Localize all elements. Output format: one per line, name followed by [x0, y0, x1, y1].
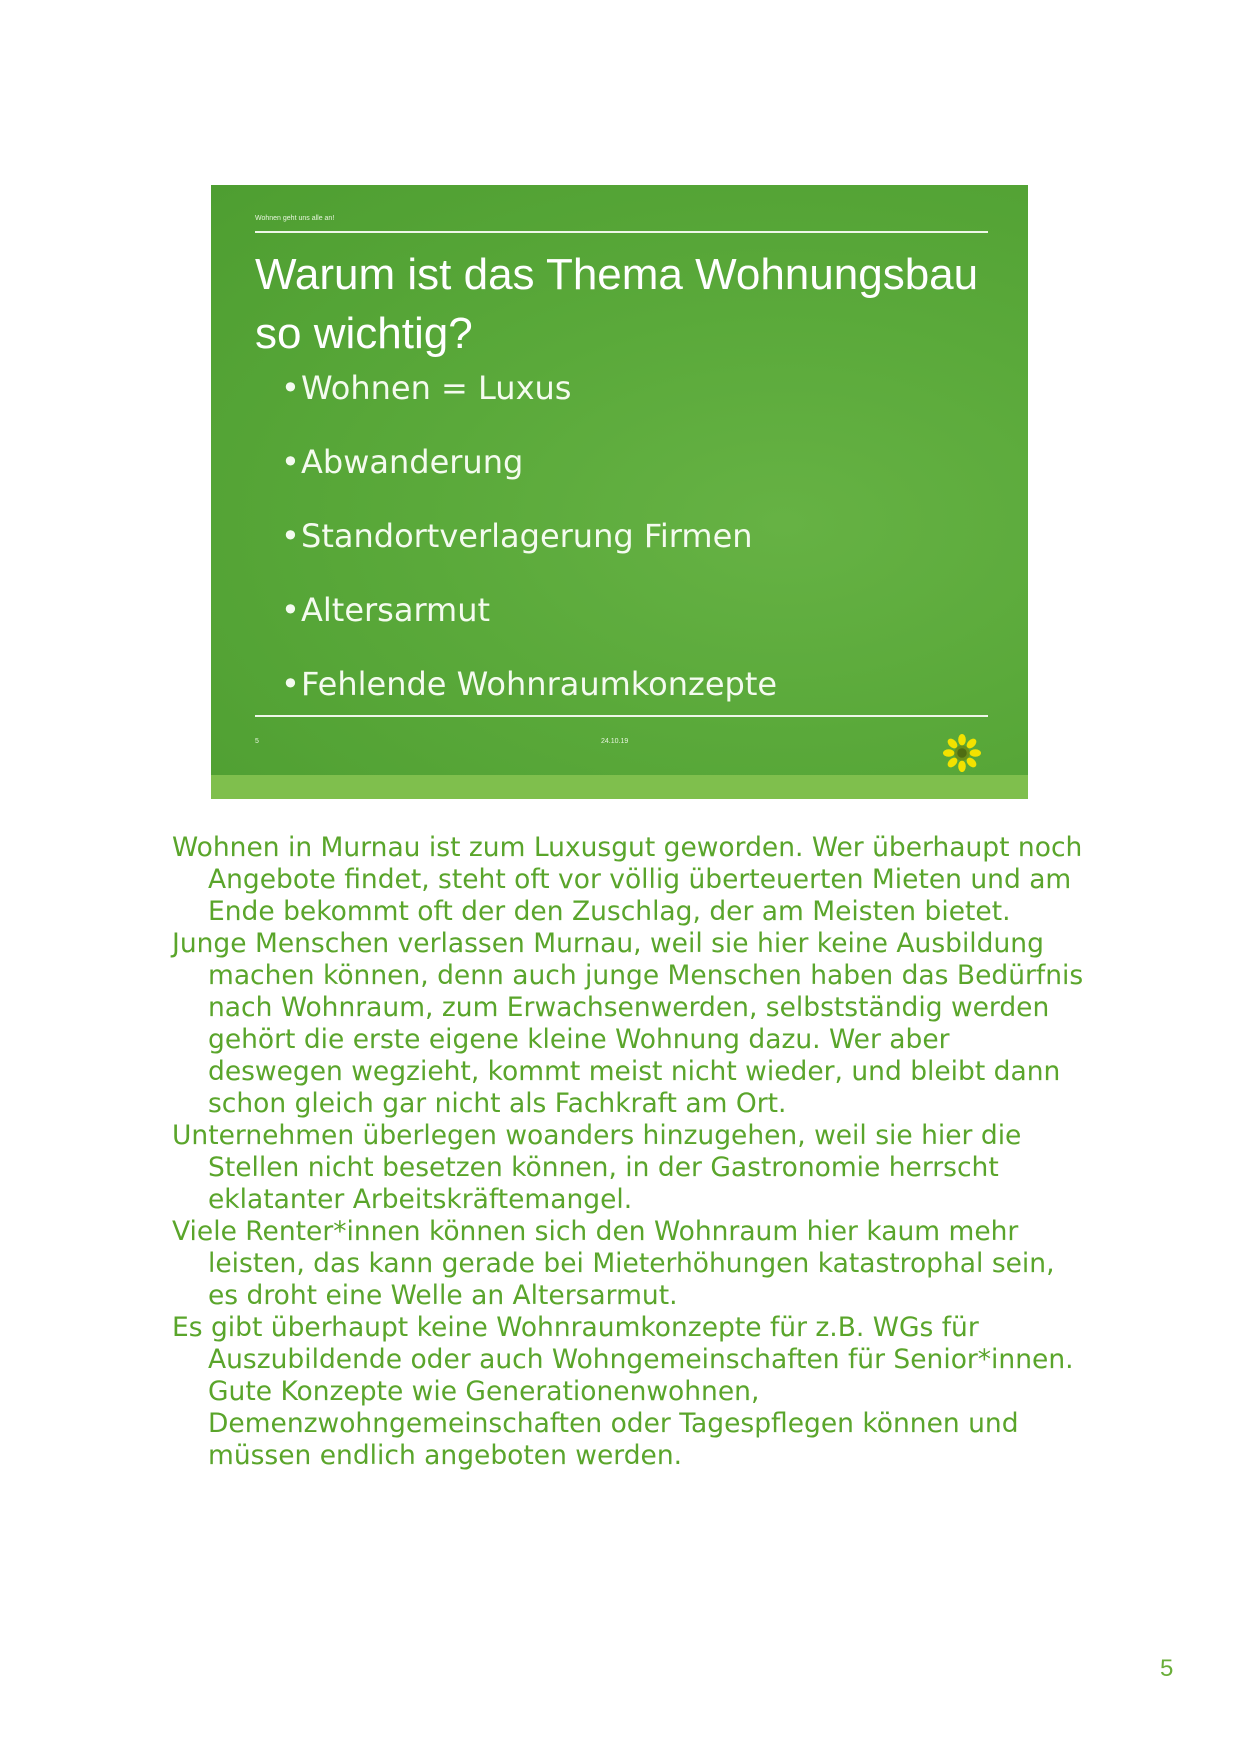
slide-footer-date: 24.10.19	[601, 738, 629, 745]
slide-bottom-bar	[211, 775, 1028, 799]
slide-bullet: •Wohnen = Luxus	[281, 369, 572, 407]
bullet-icon: •	[281, 591, 300, 629]
slide-bullet: •Altersarmut	[281, 591, 491, 629]
bullet-icon: •	[281, 369, 300, 407]
slide-bullet: •Abwanderung	[281, 443, 524, 481]
slide-bullet: •Standortverlagerung Firmen	[281, 517, 753, 555]
bullet-icon: •	[281, 443, 300, 481]
slide-title: Warum ist das Thema Wohnungsbau so wichtig?	[255, 250, 979, 358]
slide-bottom-divider	[255, 715, 988, 717]
slide-bullet-list	[281, 368, 777, 738]
paragraph: Es gibt überhaupt keine Wohnraumkonzepte für z.B. WGs für Auszubildende oder auch Wohngemeinschaften für Senior*innen. Gute Konzepte wie Generationenwohnen, Demenzwohngemeinschaften oder Tagespflegen können und müssen endlich angeboten werden.	[172, 1312, 1074, 1471]
sunflower-icon	[943, 734, 981, 772]
presentation-slide-image	[211, 185, 1028, 799]
slide-footer-number: 5	[255, 738, 259, 745]
paragraph: Junge Menschen verlassen Murnau, weil sie hier keine Ausbildung machen können, denn auch junge Menschen haben das Bedürfnis nach Wohnraum, zum Erwachsenwerden, selbstständig werden gehört die erste eigene kleine Wohnung dazu. Wer aber deswegen wegzieht, kommt meist nicht wieder, und bleibt dann schon gleich gar nicht als Fachkraft am Ort.	[172, 928, 1084, 1119]
paragraph: Unternehmen überlegen woanders hinzugehen, weil sie hier die Stellen nicht besetzen können, in der Gastronomie herrscht eklatanter Arbeitskräftemangel.	[172, 1120, 1022, 1215]
paragraph: Viele Renter*innen können sich den Wohnraum hier kaum mehr leisten, das kann gerade bei Mieterhöhungen katastrophal sein, es droht eine Welle an Altersarmut.	[172, 1216, 1055, 1311]
paragraph: Wohnen in Murnau ist zum Luxusgut geworden. Wer überhaupt noch Angebote findet, steht oft vor völlig überteuerten Mieten und am Ende bekommt oft der den Zuschlag, der am Meisten bietet.	[172, 832, 1083, 927]
bullet-icon: •	[281, 517, 300, 555]
bullet-icon: •	[281, 665, 300, 703]
slide-bullet: •Fehlende Wohnraumkonzepte	[281, 665, 778, 703]
slide-top-divider	[255, 231, 988, 233]
slide-kicker: Wohnen geht uns alle an!	[255, 215, 335, 222]
page-number: 5	[1160, 1655, 1174, 1682]
body-text	[172, 832, 1092, 1472]
